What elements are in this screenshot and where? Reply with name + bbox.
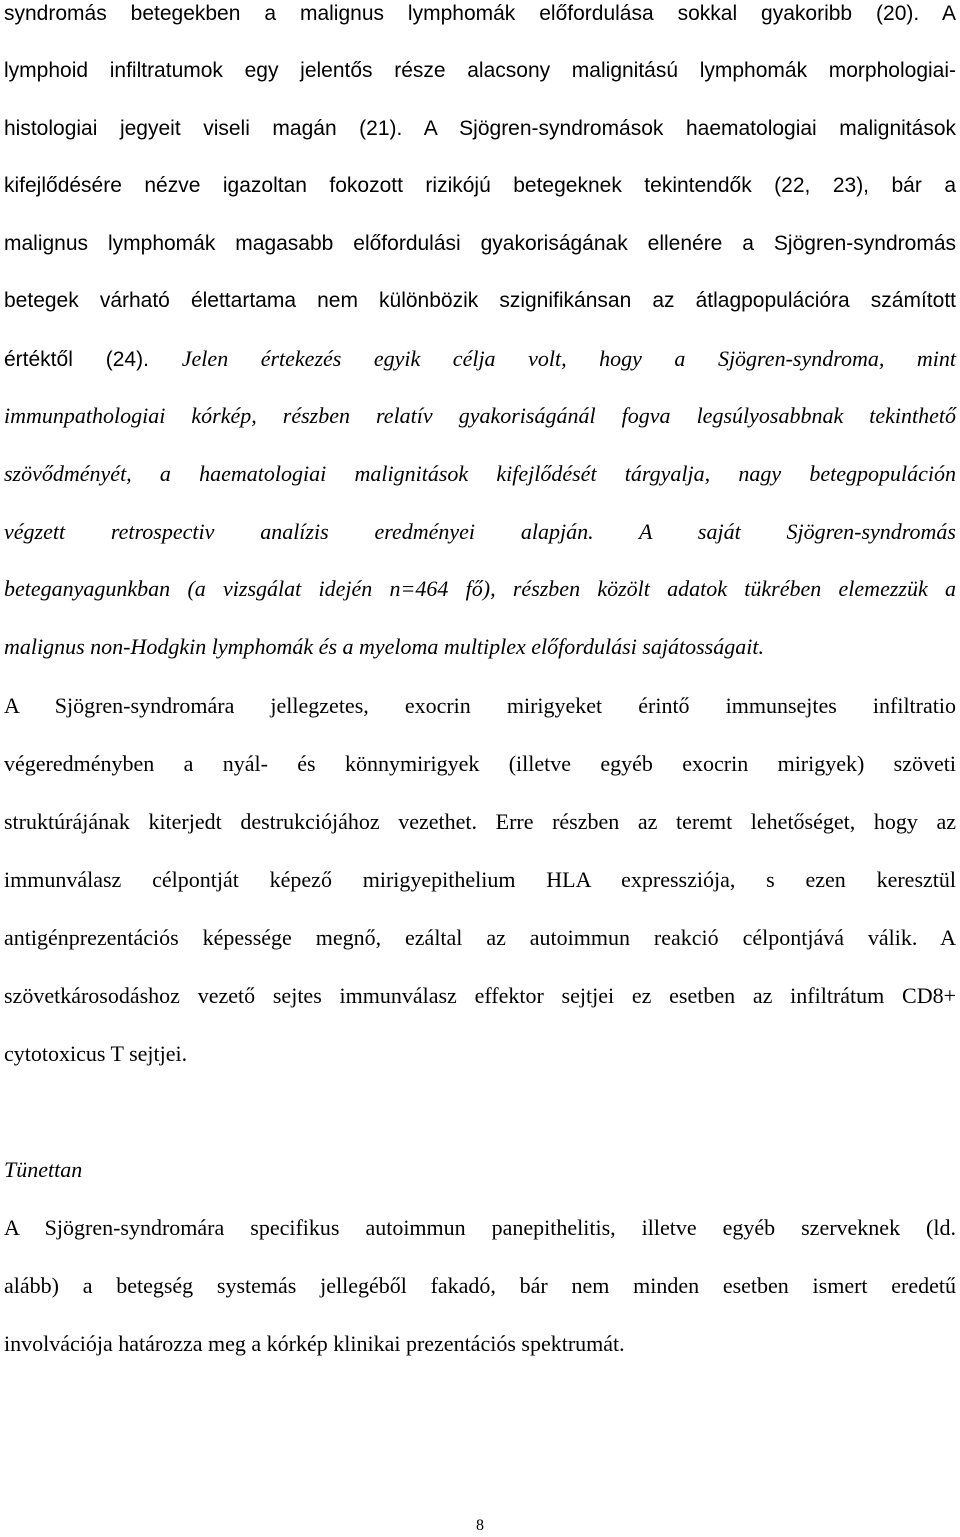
paragraph-1-line-7 bbox=[4, 345, 956, 373]
paragraph-3-line-1: A Sjögren-syndromára specifikus autoimmun panepithelitis, illetve egyéb szerveknek (ld. bbox=[4, 1215, 956, 1240]
paragraph-2-line-3: struktúrájának kiterjedt destrukciójához vezethet. Erre részben az teremt lehetőséget, hogy az bbox=[4, 809, 956, 834]
paragraph-2-line-4: immunválasz célpontját képező mirigyepithelium HLA expressziója, s ezen keresztül bbox=[4, 867, 956, 892]
paragraph-3-line-2: alább) a betegség systemás jellegéből fakadó, bár nem minden esetben ismert eredetű bbox=[4, 1273, 956, 1298]
paragraph-1-line-7-italic: Jelen értekezés egyik célja volt, hogy a Sjögren-syndroma, mint bbox=[181, 346, 956, 371]
paragraph-1-line-9: szövődményét, a haematologiai malignitások kifejlődését tárgyalja, nagy betegpopuláción bbox=[4, 461, 956, 486]
paragraph-1-line-7-normal: értéktől (24). bbox=[4, 348, 182, 371]
paragraph-1-line-11: beteganyagunkban (a vizsgálat idején n=464 fő), részben közölt adatok tükrében elemezzük a bbox=[4, 576, 956, 601]
paragraph-2-line-1: A Sjögren-syndromára jellegzetes, exocrin mirigyeket érintő immunsejtes infiltratio bbox=[4, 693, 956, 718]
paragraph-1-line-8: immunpathologiai kórkép, részben relatív gyakoriságánál fogva legsúlyosabbnak tekinthető bbox=[4, 403, 956, 428]
paragraph-1-line-2: lymphoid infiltratumok egy jelentős része alacsony malignitású lymphomák morphologiai- bbox=[4, 59, 956, 82]
paragraph-2-line-2: végeredményben a nyál- és könnymirigyek (illetve egyéb exocrin mirigyek) szöveti bbox=[4, 751, 956, 776]
paragraph-2-line-5: antigénprezentációs képessége megnő, ezáltal az autoimmun reakció célpontjává válik. A bbox=[4, 925, 956, 950]
paragraph-2-line-6: szövetkárosodáshoz vezető sejtes immunválasz effektor sejtjei ez esetben az infiltrátum CD8+ bbox=[4, 983, 956, 1008]
page-number: 8 bbox=[476, 1517, 484, 1534]
paragraph-1-line-6: betegek várható élettartama nem különbözik szignifikánsan az átlagpopulációra számított bbox=[4, 289, 956, 312]
paragraph-1-line-4: kifejlődésére nézve igazoltan fokozott rizikójú betegeknek tekintendők (22, 23), bár a bbox=[4, 174, 956, 197]
paragraph-1-line-1: syndromás betegekben a malignus lymphomák előfordulása sokkal gyakoribb (20). A bbox=[4, 2, 956, 25]
paragraph-1-line-12: malignus non-Hodgkin lymphomák és a myeloma multiplex előfordulási sajátosságait. bbox=[4, 634, 764, 659]
paragraph-1-line-3: histologiai jegyeit viseli magán (21). A Sjögren-syndromások haematologiai malignitások bbox=[4, 117, 956, 140]
paragraph-3-line-3: involvációja határozza meg a kórkép klinikai prezentációs spektrumát. bbox=[4, 1331, 625, 1356]
paragraph-2-line-7: cytotoxicus T sejtjei. bbox=[4, 1041, 188, 1066]
paragraph-1-line-5: malignus lymphomák magasabb előfordulási gyakoriságának ellenére a Sjögren-syndromás bbox=[4, 232, 956, 255]
section-heading: Tünettan bbox=[4, 1157, 83, 1182]
paragraph-1-line-10: végzett retrospectiv analízis eredményei alapján. A saját Sjögren-syndromás bbox=[4, 519, 956, 544]
